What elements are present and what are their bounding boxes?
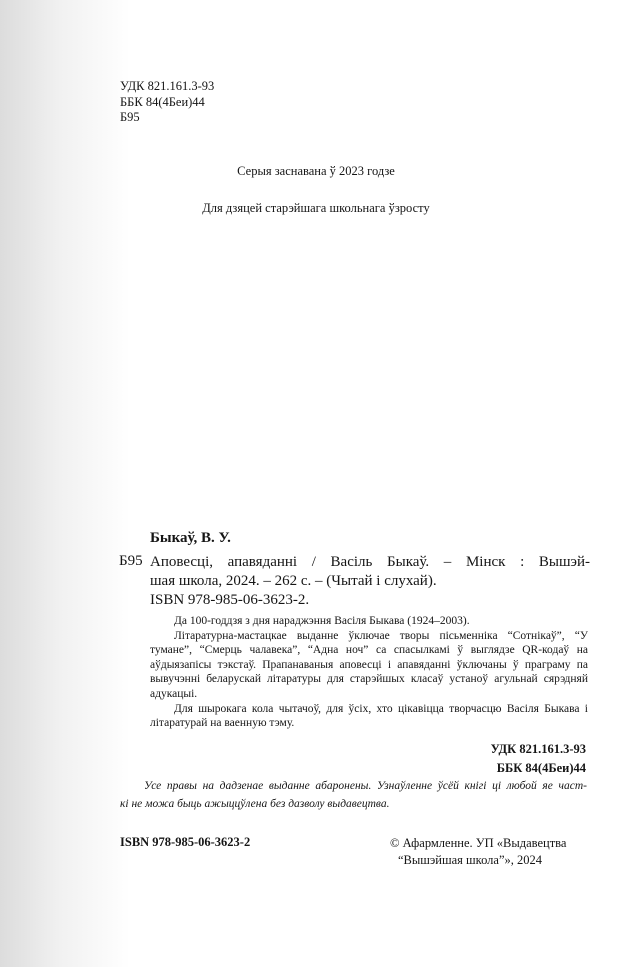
copyright-line-2: “Вышэйшая школа”», 2024 — [398, 853, 542, 867]
annotation — [150, 614, 588, 731]
bib-author-mark: Б95 — [119, 553, 143, 569]
bib-author: Быкаў, В. У. — [150, 530, 231, 546]
codes-right — [491, 740, 586, 778]
bib-isbn: ISBN 978-985-06-3623-2. — [150, 592, 310, 608]
bbk-code: ББК 84(4Беи)44 — [120, 94, 205, 109]
bib-entry — [150, 553, 590, 610]
series-note: Серыя заснавана ў 2023 годзе — [237, 164, 395, 178]
rights-line-1: Усе правы на дадзенае выданне абаронены. Узнаўленне ўсёй кнігі ці любой яе част- — [144, 780, 587, 792]
copyright-line-1: © Афармленне. УП «Выдавецтва — [390, 836, 567, 850]
copyright — [390, 835, 566, 869]
bbk-code-right: ББК 84(4Беи)44 — [496, 761, 586, 775]
rights-line-2: кі не можа быць ажыццўлена без дазволу выдавецтва. — [120, 797, 390, 810]
annotation-audience: Для шырокага кола чытачоў, для ўсіх, хто цікавіцца творчасцю Васіля Быкава і літаратурай на ваенную тэму. — [150, 702, 588, 730]
annotation-contents: Літаратурна-мастацкае выданне ўключае творы пісьменніка “Сотнікаў”, “У тумане”, “Смерць чалавека”, “Адна ноч” са спасылкамі ў выглядзе QR-кодаў на аўдыязапісы тэкстаў. Прапанаваныя аповесці і апавяданні ўключаны ў праграму па вывучэнні беларускай літаратуры для старэйшых класаў устаноў агульнай сярэдняй адукацыі. — [150, 629, 588, 700]
udk-code-right: УДК 821.161.3-93 — [490, 742, 586, 756]
bib-title-line: Аповесці, апавяданні / Васіль Быкаў. – Мінск : Вышэй- — [150, 554, 590, 570]
bib-publisher-line: шая школа, 2024. – 262 с. – (Чытай і слухай). — [150, 573, 437, 589]
author-mark: Б95 — [120, 110, 140, 124]
isbn-bottom: ISBN 978-985-06-3623-2 — [120, 835, 251, 849]
catalog-codes — [120, 79, 214, 126]
udk-code: УДК 821.161.3-93 — [120, 79, 215, 93]
annotation-anniversary: Да 100-годдзя з дня нараджэння Васіля Быкава (1924–2003). — [174, 615, 470, 627]
rights-notice — [120, 778, 587, 813]
audience-note: Для дзяцей старэйшага школьнага ўзросту — [202, 201, 430, 215]
